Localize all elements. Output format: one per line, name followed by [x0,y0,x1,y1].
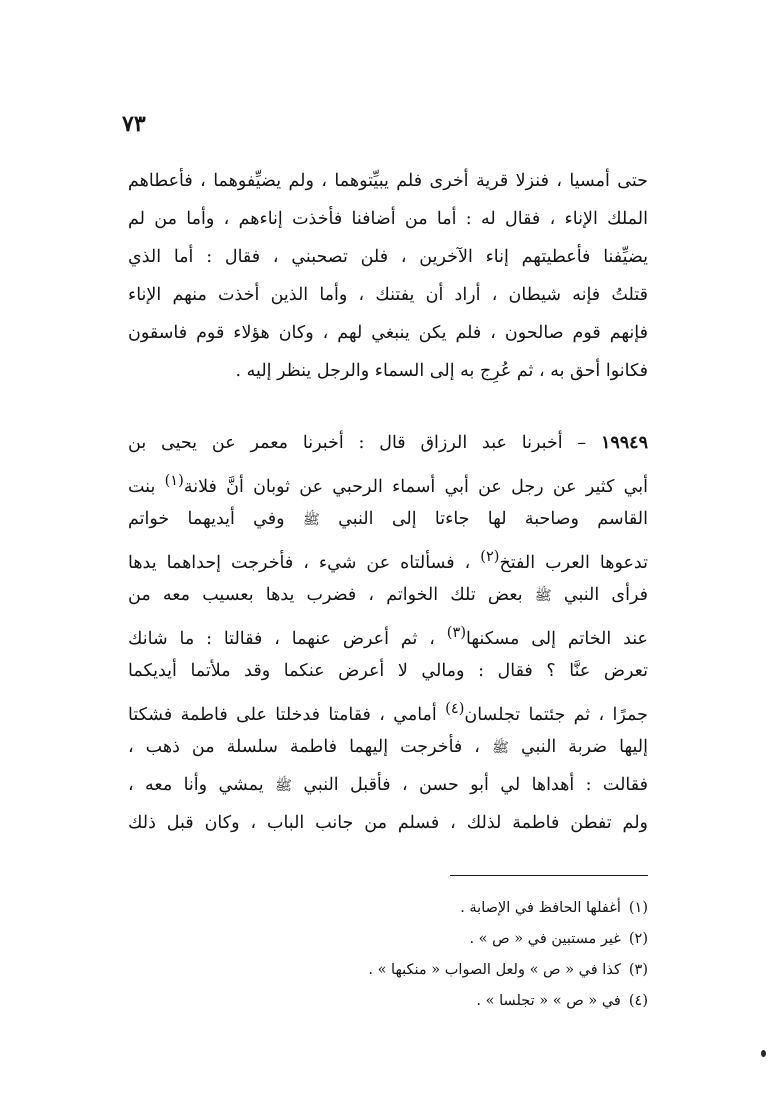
text-segment: فقالت : أهداها لي أبو حسن ، فأقبل النبي [303,775,648,795]
footnote-ref: (٢) [480,548,500,565]
page-number: ٧٣ [122,111,146,137]
footnote-number: (٣) [628,962,648,978]
text-segment: تدعوها العرب الفتخ [499,552,648,573]
text-segment: بعض تلك الخواتم ، فضرب يدها بعسيب معه من [128,585,523,605]
footnote-ref: (٣) [446,624,467,641]
text-line: فكانوا أحق به ، ثم عُرِج به إلى السماء والرجل ينظر إليه . [235,361,648,381]
text-line [128,500,648,538]
text-line: ولم تفطن فاطمة لذلك ، فسلم من جانب الباب ، وكان قبل ذلك [128,813,648,833]
paragraph [128,162,648,390]
text-line: حتى أمسيا ، فنزلا قرية أخرى فلم يبيِّتوهما ، ولم يضيِّفوهما ، فأعطاهم [128,171,648,191]
footnote [288,893,648,924]
text-segment: بنت [128,476,156,497]
text-segment: فرأى النبي [563,585,648,605]
footnote-number: (١) [628,900,648,916]
text-segment: جمرًا ، ثم جئتما تجلسان [464,704,648,725]
text-segment: ، فأخرجت إليهما فاطمة سلسلة من ذهب ، [128,737,480,757]
footnote [288,955,648,986]
text-segment: عند الخاتم إلى مسكنها [466,628,648,649]
text-segment: ، فسألتاه عن شيء ، فأخرجت إحداهما يدها [128,552,471,573]
text-segment: إليها ضربة النبي [520,737,648,757]
text-line [128,576,648,614]
footnote-text: غير مستبين في « ص » . [469,931,621,947]
text-segment: أمامي ، فقامتا فدخلتا على فاطمة فشكتا [128,704,437,725]
hadith-paragraph [128,424,648,842]
footnote-ref: (٤) [445,700,465,717]
footnote-text: في « ص » « تجلسا » . [476,993,621,1009]
text-line: قتلتُ فإنه شيطان ، أراد أن يفتنك ، وأما الذين أخذت منهم الإناء [128,285,648,305]
footnote-text: كذا في « ص » ولعل الصواب « منكبها » . [368,962,621,978]
footnote [288,986,648,1017]
hadith-number: ١٩٩٤٩ [600,433,648,453]
text-line [128,766,648,804]
text-segment: وفي أيديهما خواتم [128,509,285,529]
honorific-glyph: ﷺ [302,512,320,528]
text-line [128,690,648,728]
text-segment: ، ثم أعرض عنهما ، فقالتا : ما شانك [128,628,435,649]
text-line [128,424,648,462]
footnote-number: (٢) [628,931,648,947]
text-segment: أبي كثير عن رجل عن أبي أسماء الرحبي عن ثوبان أنَّ فلانة [183,476,648,497]
text-segment: يمشي وأنا معه ، [128,775,264,795]
text-line: الملك الإناء ، فقال له : أما من أضافنا فأخذت إناءهم ، وأما من لم [128,209,648,229]
honorific-glyph: ﷺ [491,740,509,756]
footnote-divider [450,875,648,876]
text-segment: القاسم وصاحبة لها جاءتا إلى النبي [338,509,648,529]
text-line [128,462,648,500]
text-segment: – أخبرنا عبد الرزاق قال : أخبرنا معمر عن يحيى بن [128,433,587,453]
text-line [128,728,648,766]
honorific-glyph: ﷺ [534,588,552,604]
footnote [288,924,648,955]
footnote-number: (٤) [628,993,648,1009]
footnote-text: أغفلها الحافظ في الإصابة . [460,900,621,916]
honorific-glyph: ﷺ [275,778,292,794]
footnote-ref: (١) [164,472,184,489]
text-line: تعرض عنَّا ؟ فقال : ومالي لا أعرض عنكما وقد ملأتما أيديكما [128,661,648,681]
text-line [128,538,648,576]
scan-speck [761,1050,766,1057]
text-line: فإنهم قوم صالحون ، فلم يكن ينبغي لهم ، وكان هؤلاء قوم فاسقون [128,323,648,343]
text-line: يضيِّفنا فأعطيتهم إناء الآخرين ، فلن تصحبني ، فقال : أما الذي [128,247,648,267]
text-line [128,614,648,652]
footnotes [288,893,648,1017]
